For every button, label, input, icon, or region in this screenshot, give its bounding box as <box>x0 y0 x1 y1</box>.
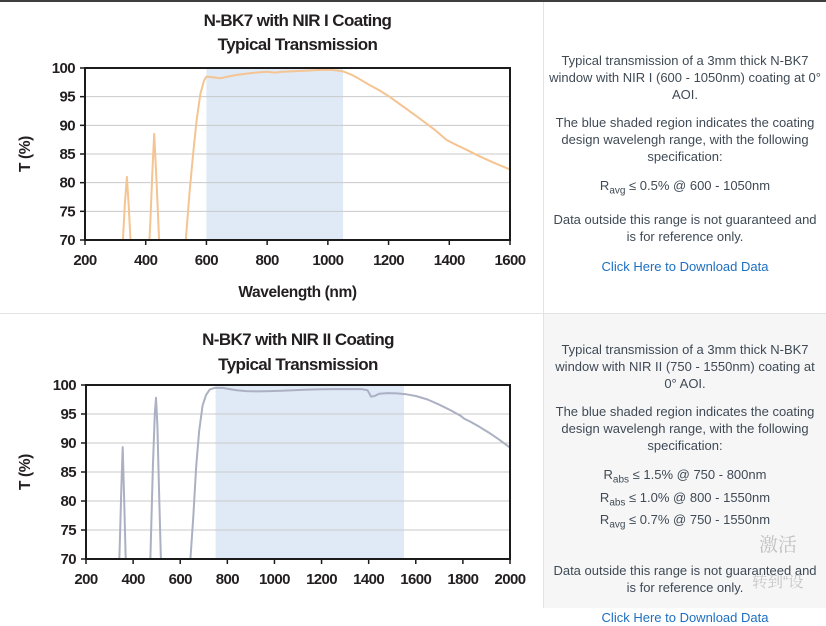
x-tick-label: 800 <box>255 252 279 269</box>
panel-description: Typical transmission of a 3mm thick N-BK7 window with NIR II (750 - 1550nm) coating at 0° AOI. <box>555 342 815 391</box>
y-tick-label: 100 <box>51 60 75 77</box>
x-tick-label: 1000 <box>312 252 344 269</box>
y-tick-label: 75 <box>60 522 76 539</box>
x-tick-label: 1200 <box>373 252 405 269</box>
info-panel-nir2 <box>544 314 826 625</box>
transmission-chart-nir1 <box>0 2 543 313</box>
y-tick-label: 80 <box>59 174 75 192</box>
x-tick-label: 2000 <box>494 571 526 588</box>
spec-line: $R_{avg} \le 0.5\%$ @ 600 - 1050nm <box>599 178 771 197</box>
x-tick-label: 800 <box>215 571 239 588</box>
x-tick-label: 1000 <box>258 571 290 588</box>
panel-disclaimer: Data outside this range is not guaranteed and is for reference only. <box>553 211 817 244</box>
x-tick-label: 1400 <box>433 252 465 269</box>
x-axis-label: Wavelength (nm) <box>238 284 357 301</box>
y-tick-label: 90 <box>60 435 76 452</box>
y-tick-label: 80 <box>60 493 76 510</box>
panel-shaded-region-note: The blue shaded region indicates the coating design wavelengh range, with the following specification: <box>555 404 815 453</box>
y-tick-label: 85 <box>59 146 75 163</box>
y-axis-label: T (%) <box>17 454 34 490</box>
chart-title-line1: N-BK7 with NIR II Coating <box>202 330 394 349</box>
download-data-link[interactable]: Click Here to Download Data <box>601 258 769 274</box>
spec-line: $R_{avg} \le 0.7\%$ @ 750 - 1550nm <box>599 512 771 531</box>
chart-title-line2: Typical Transmission <box>217 35 378 54</box>
chart-title-line1: N-BK7 with NIR I Coating <box>203 11 392 30</box>
y-tick-label: 75 <box>59 203 75 221</box>
x-tick-label: 200 <box>73 252 97 269</box>
panel-shaded-region-note: The blue shaded region indicates the coating design wavelengh range, with the following specification: <box>555 115 815 164</box>
x-tick-label: 400 <box>121 571 145 588</box>
panel-description: Typical transmission of a 3mm thick N-BK7 window with NIR I (600 - 1050nm) coating at 0° AOI. <box>549 53 821 102</box>
transmission-chart-nir2 <box>0 314 543 608</box>
chart2-svg <box>0 314 543 608</box>
y-tick-label: 100 <box>52 377 76 394</box>
watermark-line1: 激活 <box>759 535 798 556</box>
y-tick-label: 85 <box>60 464 76 481</box>
x-tick-label: 200 <box>74 571 98 588</box>
y-tick-label: 70 <box>60 551 76 568</box>
x-tick-label: 600 <box>168 571 192 588</box>
panel-disclaimer: Data outside this range is not guaranteed and is for reference only. <box>553 562 817 595</box>
chart1-svg <box>0 2 543 313</box>
spec-line: $R_{abs} \le 1.0\%$ @ 800 - 1550nm <box>599 489 771 509</box>
watermark-line2: 转到“设 <box>752 574 804 591</box>
x-tick-label: 1600 <box>494 252 526 269</box>
info-panel-nir1 <box>544 2 826 313</box>
spec-lines <box>548 177 822 200</box>
download-data-link[interactable]: Click Here to Download Data <box>601 609 769 625</box>
chart-title-line2: Typical Transmission <box>218 355 378 374</box>
horizontal-divider <box>0 313 826 314</box>
y-axis-label: T (%) <box>17 136 34 172</box>
vertical-divider <box>543 2 544 608</box>
x-tick-label: 1200 <box>306 571 338 588</box>
x-tick-label: 600 <box>194 252 219 269</box>
y-tick-label: 95 <box>60 406 76 423</box>
x-tick-label: 1600 <box>400 571 432 588</box>
spec-line: $R_{abs} \le 1.5\%$ @ 750 - 800nm <box>603 467 767 486</box>
x-tick-label: 1800 <box>447 571 479 588</box>
x-tick-label: 400 <box>134 252 158 269</box>
y-tick-label: 70 <box>59 232 75 249</box>
y-tick-label: 90 <box>59 117 75 135</box>
spec-lines <box>548 466 822 534</box>
y-tick-label: 95 <box>59 88 75 106</box>
x-tick-label: 1400 <box>353 571 385 588</box>
